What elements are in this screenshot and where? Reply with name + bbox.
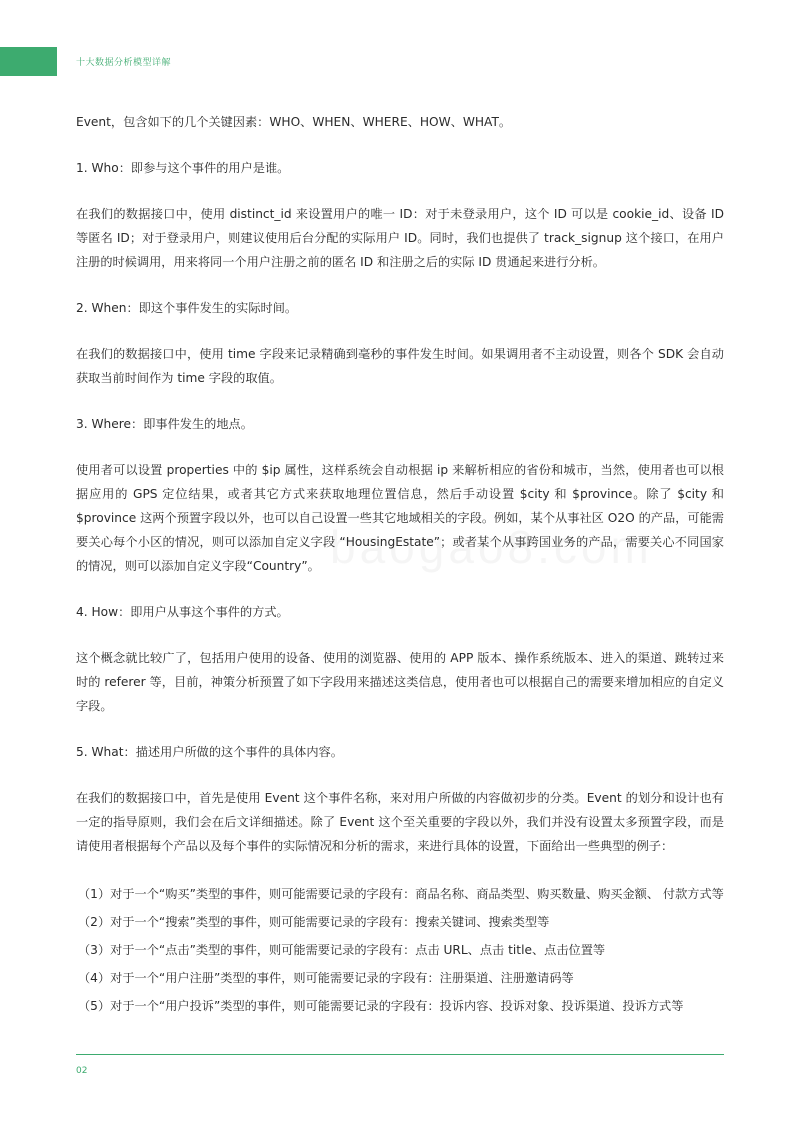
when-heading: 2. When：即这个事件发生的实际时间。 bbox=[76, 301, 298, 315]
document-body bbox=[76, 110, 724, 1020]
what-paragraph: 在我们的数据接口中，首先是使用 Event 这个事件名称，来对用户所做的内容做初步的分类。Event 的划分和设计也有一定的指导原则，我们会在后文详细描述。除了 Event 这个至关重要的字段以外，我们并没有设置太多预置字段，而是请使用者根据每个产品以及每个事件的实际情况和分析的需求，来进行具体的设置，下面给出一些典型的例子： bbox=[76, 791, 724, 853]
where-paragraph: 使用者可以设置 properties 中的 $ip 属性，这样系统会自动根据 ip 来解析相应的省份和城市，当然，使用者也可以根据应用的 GPS 定位结果，或者其它方式来获取地理位置信息，然后手动设置 $city 和 $province。除了 $city 和 $province 这两个预置字段以外，也可以自己设置一些其它地域相关的字段。例如，某个从事社区 O2O 的产品，可能需要关心每个小区的情况，则可以添加自定义字段 “HousingEstate”；或者某个从事跨国业务的产品，需要关心不同国家的情况，则可以添加自定义字段“Country”。 bbox=[76, 463, 724, 573]
who-paragraph: 在我们的数据接口中，使用 distinct_id 来设置用户的唯一 ID：对于未登录用户，这个 ID 可以是 cookie_id、设备 ID 等匿名 ID；对于登录用户，则建议使用后台分配的实际用户 ID。同时，我们也提供了 track_signup 这个接口，在用户注册的时候调用，用来将同一个用户注册之前的匿名 ID 和注册之后的实际 ID 贯通起来进行分析。 bbox=[76, 207, 724, 269]
page-number: 02 bbox=[76, 1066, 88, 1076]
intro-paragraph: Event，包含如下的几个关键因素：WHO、WHEN、WHERE、HOW、WHAT。 bbox=[76, 115, 512, 129]
list-item: （4）对于一个“用户注册”类型的事件，则可能需要记录的字段有：注册渠道、注册邀请码等 bbox=[78, 971, 574, 985]
list-item: （2）对于一个“搜索”类型的事件，则可能需要记录的字段有：搜索关键词、搜索类型等 bbox=[78, 915, 550, 929]
header-accent-tab bbox=[0, 47, 57, 76]
list-item: （3）对于一个“点击”类型的事件，则可能需要记录的字段有：点击 URL、点击 title、点击位置等 bbox=[78, 943, 606, 957]
who-heading: 1. Who：即参与这个事件的用户是谁。 bbox=[76, 161, 290, 175]
examples-list bbox=[76, 880, 724, 1020]
how-paragraph: 这个概念就比较广了，包括用户使用的设备、使用的浏览器、使用的 APP 版本、操作系统版本、进入的渠道、跳转过来时的 referer 等，目前，神策分析预置了如下字段用来描述这类信息，使用者也可以根据自己的需要来增加相应的自定义字段。 bbox=[76, 651, 724, 713]
what-heading: 5. What：描述用户所做的这个事件的具体内容。 bbox=[76, 745, 343, 759]
document-title: 十大数据分析模型详解 bbox=[76, 58, 172, 68]
list-item: （5）对于一个“用户投诉”类型的事件，则可能需要记录的字段有：投诉内容、投诉对象、投诉渠道、投诉方式等 bbox=[78, 999, 684, 1013]
where-heading: 3. Where：即事件发生的地点。 bbox=[76, 417, 253, 431]
how-heading: 4. How：即用户从事这个事件的方式。 bbox=[76, 605, 289, 619]
when-paragraph: 在我们的数据接口中，使用 time 字段来记录精确到毫秒的事件发生时间。如果调用者不主动设置，则各个 SDK 会自动获取当前时间作为 time 字段的取值。 bbox=[76, 347, 724, 385]
list-item: （1）对于一个“购买”类型的事件，则可能需要记录的字段有：商品名称、商品类型、购买数量、购买金额、 付款方式等 bbox=[78, 887, 724, 901]
footer-divider bbox=[76, 1054, 724, 1055]
